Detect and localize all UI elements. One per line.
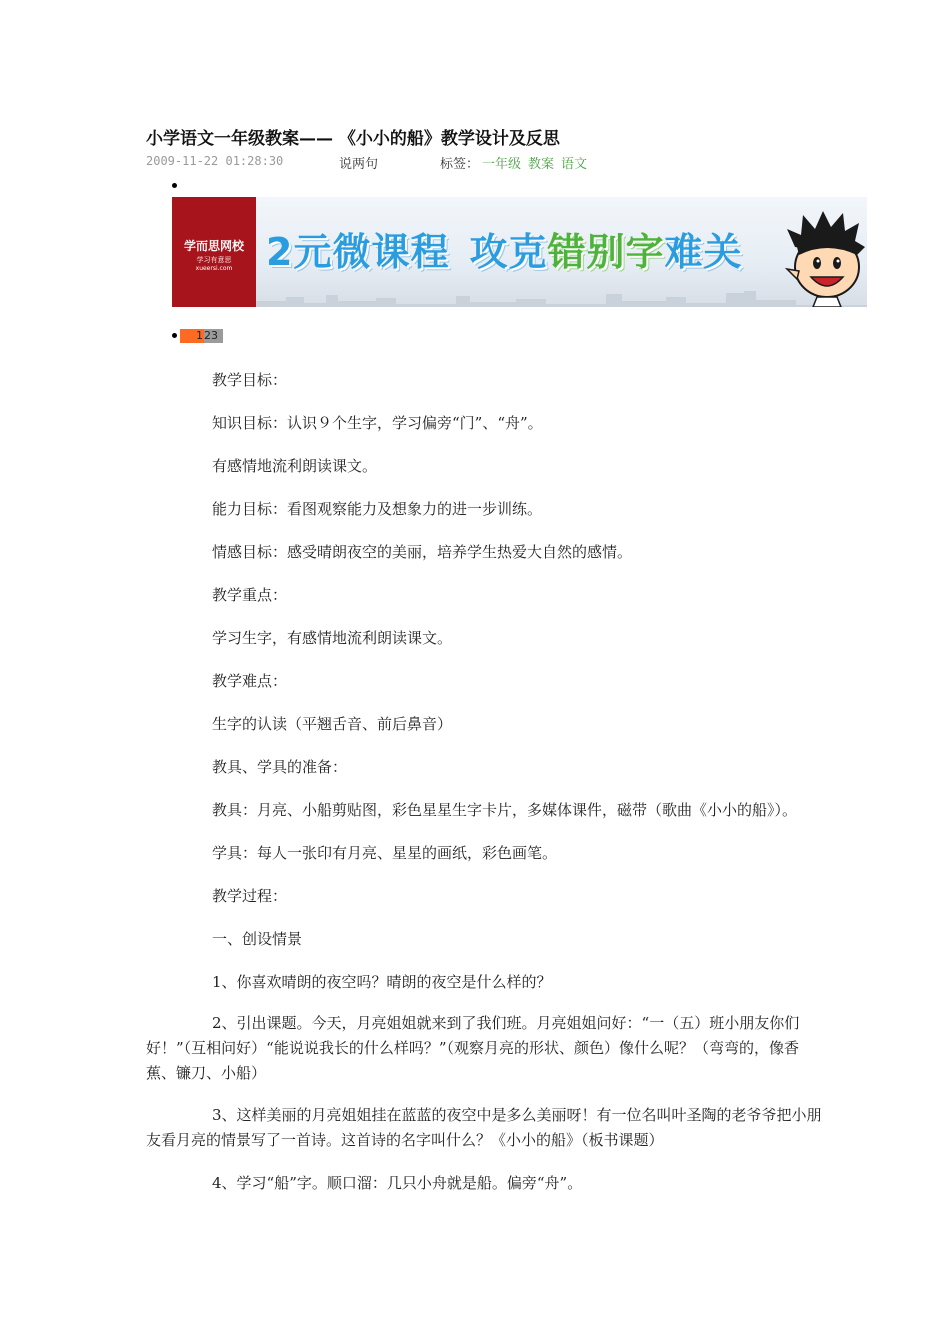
- logo-url: xueersi.com: [195, 265, 233, 272]
- banner-headline: [266, 229, 743, 275]
- pager-page-other[interactable]: 23: [204, 329, 223, 343]
- tag-link[interactable]: 语文: [561, 157, 588, 172]
- article-meta: [146, 153, 846, 171]
- paragraph: 有感情地流利朗读课文。: [212, 457, 378, 475]
- paragraph: 情感目标：感受晴朗夜空的美丽，培养学生热爱大自然的感情。: [212, 543, 633, 561]
- paragraph: 教学重点：: [212, 586, 288, 604]
- paragraph: 教学目标：: [212, 371, 288, 389]
- paragraph: 教具：月亮、小船剪贴图，彩色星星生字卡片，多媒体课件，磁带（歌曲《小小的船》）。: [212, 801, 798, 819]
- paragraph: 生字的认读（平翘舌音、前后鼻音）: [212, 715, 453, 733]
- paragraph: 知识目标：认识９个生字，学习偏旁“门”、“舟”。: [212, 414, 543, 432]
- paragraph: 2、引出课题。今天，月亮姐姐就来到了我们班。月亮姐姐问好：“一（五）班小朋友你们好！”（互相问好）“能说说我长的什么样吗？”（观察月亮的形状、颜色）像什么呢？（弯弯的，像香蕉、镰刀、小船）: [146, 1014, 800, 1082]
- tag-link[interactable]: 一年级: [482, 157, 522, 172]
- paragraph: 一、创设情景: [212, 930, 303, 948]
- logo-title: 学而思网校: [183, 239, 244, 253]
- page-title: 小学语文一年级教案—— 《小小的船》教学设计及反思: [146, 129, 560, 149]
- paragraph: 学具：每人一张印有月亮、星星的画纸，彩色画笔。: [212, 844, 558, 862]
- skyline-graphic: [256, 285, 867, 307]
- paragraph: 教具、学具的准备：: [212, 758, 348, 776]
- banner-logo: [172, 197, 256, 307]
- tag-list: [482, 153, 594, 172]
- paragraph: 教学难点：: [212, 672, 288, 690]
- paragraph: 4、学习“船”字。顺口溜：几只小舟就是船。偏旁“舟”。: [212, 1174, 583, 1192]
- banner-text-verb: 攻克: [469, 230, 548, 274]
- cartoon-kid-icon: [777, 207, 867, 307]
- ad-banner[interactable]: [172, 197, 867, 307]
- tags-label: 标签：: [440, 157, 480, 172]
- paragraph: 3、这样美丽的月亮姐姐挂在蓝蓝的夜空中是多么美丽呀！有一位名叫叶圣陶的老爷爷把小朋友看月亮的情景写了一首诗。这首诗的名字叫什么？《小小的船》（板书课题）: [146, 1106, 822, 1149]
- bullet-icon: [172, 183, 177, 188]
- post-date: 2009-11-22 01:28:30: [146, 154, 284, 168]
- banner-text-price: 2元微课程: [266, 230, 450, 274]
- pager-page-active[interactable]: 1: [180, 329, 204, 343]
- paragraph: 学习生字，有感情地流利朗读课文。: [212, 629, 453, 647]
- bullet-icon: [172, 333, 177, 338]
- banner-text-highlight: 错别字: [547, 230, 665, 274]
- banner-text-end: 难关: [664, 230, 743, 274]
- paragraph: 能力目标：看图观察能力及想象力的进一步训练。: [212, 500, 543, 518]
- comment-link[interactable]: 说两句: [339, 157, 379, 172]
- logo-slogan: 学习有意思: [196, 256, 232, 264]
- image-pager: [180, 329, 223, 343]
- paragraph: 1、你喜欢晴朗的夜空吗？晴朗的夜空是什么样的？: [212, 973, 552, 991]
- paragraph: 教学过程：: [212, 887, 288, 905]
- tag-link[interactable]: 教案: [528, 157, 555, 172]
